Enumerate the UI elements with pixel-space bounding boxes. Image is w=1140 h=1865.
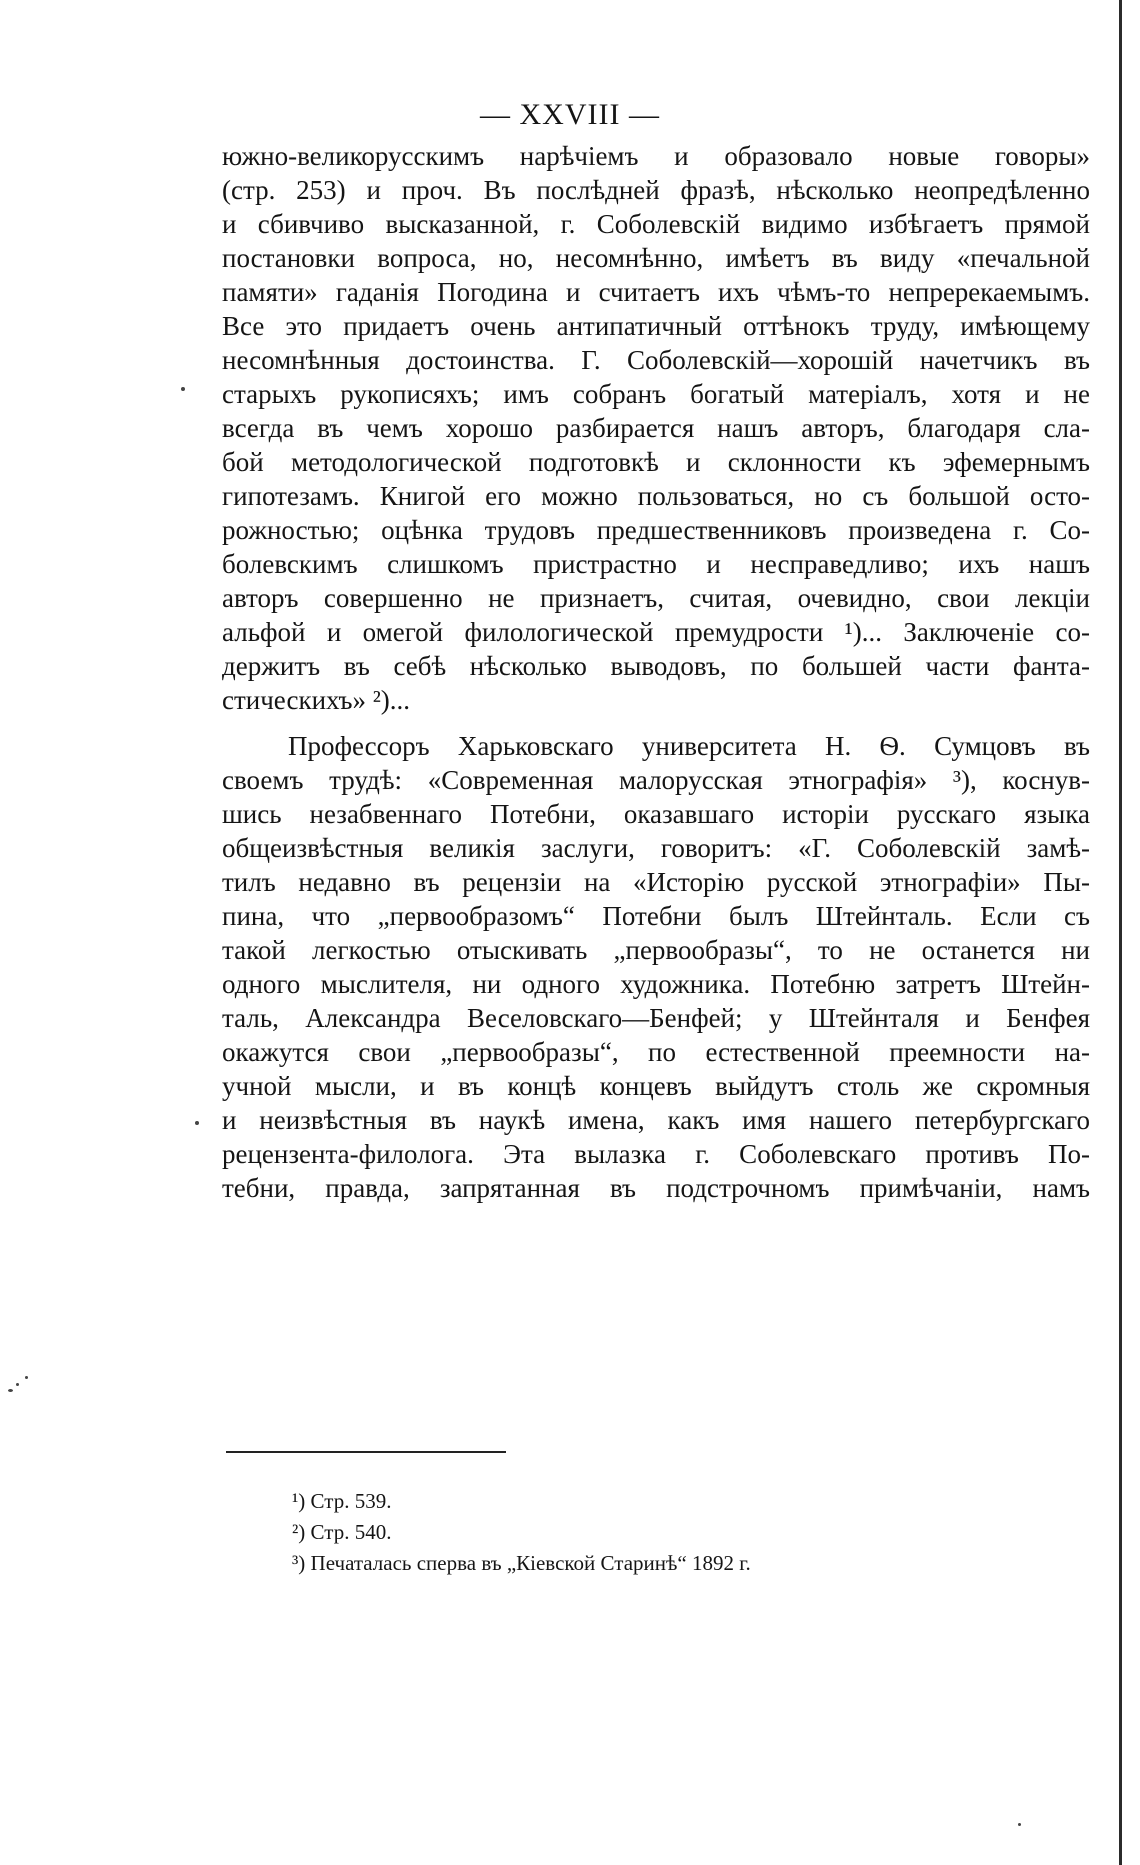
body-line: и сбивчиво высказанной, г. Соболевскій видимо избѣгаетъ прямой <box>222 209 1090 239</box>
print-speck <box>25 1376 28 1379</box>
body-line: рецензента-филолога. Эта вылазка г. Соболевскаго противъ По- <box>222 1139 1090 1169</box>
body-line: несомнѣнныя достоинства. Г. Соболевскій—хорошій начетчикъ въ <box>222 345 1090 375</box>
body-line: альфой и омегой филологической премудрости ¹)... Заключеніе со- <box>222 617 1090 647</box>
footnote-rule <box>226 1451 506 1453</box>
body-line: южно-великорусскимъ нарѣчіемъ и образовало новые говоры» <box>222 141 1090 171</box>
footnote: ³) Печаталась сперва въ „Кіевской Старинѣ“ 1892 г. <box>292 1551 751 1575</box>
body-line: постановки вопроса, но, несомнѣнно, имѣетъ въ виду «печальной <box>222 243 1090 273</box>
body-line: одного мыслителя, ни одного художника. Потебню затретъ Штейн- <box>222 969 1090 999</box>
body-line: тебни, правда, запрятанная въ подстрочномъ примѣчаніи, намъ <box>222 1173 1090 1203</box>
body-line: стическихъ» ²)... <box>222 685 411 715</box>
footnote: ²) Стр. 540. <box>292 1520 392 1544</box>
body-line: памяти» гаданія Погодина и считаетъ ихъ чѣмъ-то непререкаемымъ. <box>222 277 1090 307</box>
body-line: окажутся свои „первообразы“, по естественной преемности на- <box>222 1037 1090 1067</box>
body-line: таль, Александра Веселовскаго—Бенфей; у Штейнталя и Бенфея <box>222 1003 1090 1033</box>
body-line: такой легкостью отыскивать „первообразы“, то не останется ни <box>222 935 1090 965</box>
paragraph-first-line: Профессоръ Харьковскаго университета Н. Ѳ. Сумцовъ въ <box>288 731 1090 761</box>
body-line: держитъ въ себѣ нѣсколько выводовъ, по большей части фанта- <box>222 651 1090 681</box>
print-speck <box>195 1121 199 1125</box>
body-line: авторъ совершенно не признаетъ, считая, очевидно, свои лекціи <box>222 583 1090 613</box>
body-line: своемъ трудѣ: «Современная малорусская этнографія» ³), коснув- <box>222 765 1090 795</box>
page-edge <box>1119 0 1122 1865</box>
body-line: старыхъ рукописяхъ; имъ собранъ богатый матеріалъ, хотя и не <box>222 379 1090 409</box>
print-speck <box>8 1389 13 1392</box>
body-line: рожностью; оцѣнка трудовъ предшественниковъ произведена г. Со- <box>222 515 1090 545</box>
print-speck <box>1018 1823 1021 1826</box>
body-line: и неизвѣстныя въ наукѣ имена, какъ имя нашего петербургскаго <box>222 1105 1090 1135</box>
print-speck <box>16 1383 19 1386</box>
body-line: пина, что „первообразомъ“ Потебни былъ Штейнталь. Если съ <box>222 901 1090 931</box>
body-line: Все это придаетъ очень антипатичный оттѣнокъ труду, имѣющему <box>222 311 1090 341</box>
body-line: тилъ недавно въ рецензіи на «Исторію русской этнографіи» Пы- <box>222 867 1090 897</box>
body-line: шись незабвеннаго Потебни, оказавшаго исторіи русскаго языка <box>222 799 1090 829</box>
body-line: болевскимъ слишкомъ пристрастно и несправедливо; ихъ нашъ <box>222 549 1090 579</box>
body-line: всегда въ чемъ хорошо разбирается нашъ авторъ, благодаря сла- <box>222 413 1090 443</box>
body-line: общеизвѣстныя великія заслуги, говоритъ: «Г. Соболевскій замѣ- <box>222 833 1090 863</box>
body-line: учной мысли, и въ концѣ концевъ выйдутъ столь же скромныя <box>222 1071 1090 1101</box>
body-line: гипотезамъ. Книгой его можно пользоваться, но съ большой осто- <box>222 481 1090 511</box>
print-speck <box>181 387 185 391</box>
footnote: ¹) Стр. 539. <box>292 1489 392 1513</box>
page-number: — XXVIII — <box>480 98 660 131</box>
body-line: бой методологической подготовкѣ и склонности къ эфемернымъ <box>222 447 1090 477</box>
body-line: (стр. 253) и проч. Въ послѣдней фразѣ, нѣсколько неопредѣленно <box>222 175 1090 205</box>
